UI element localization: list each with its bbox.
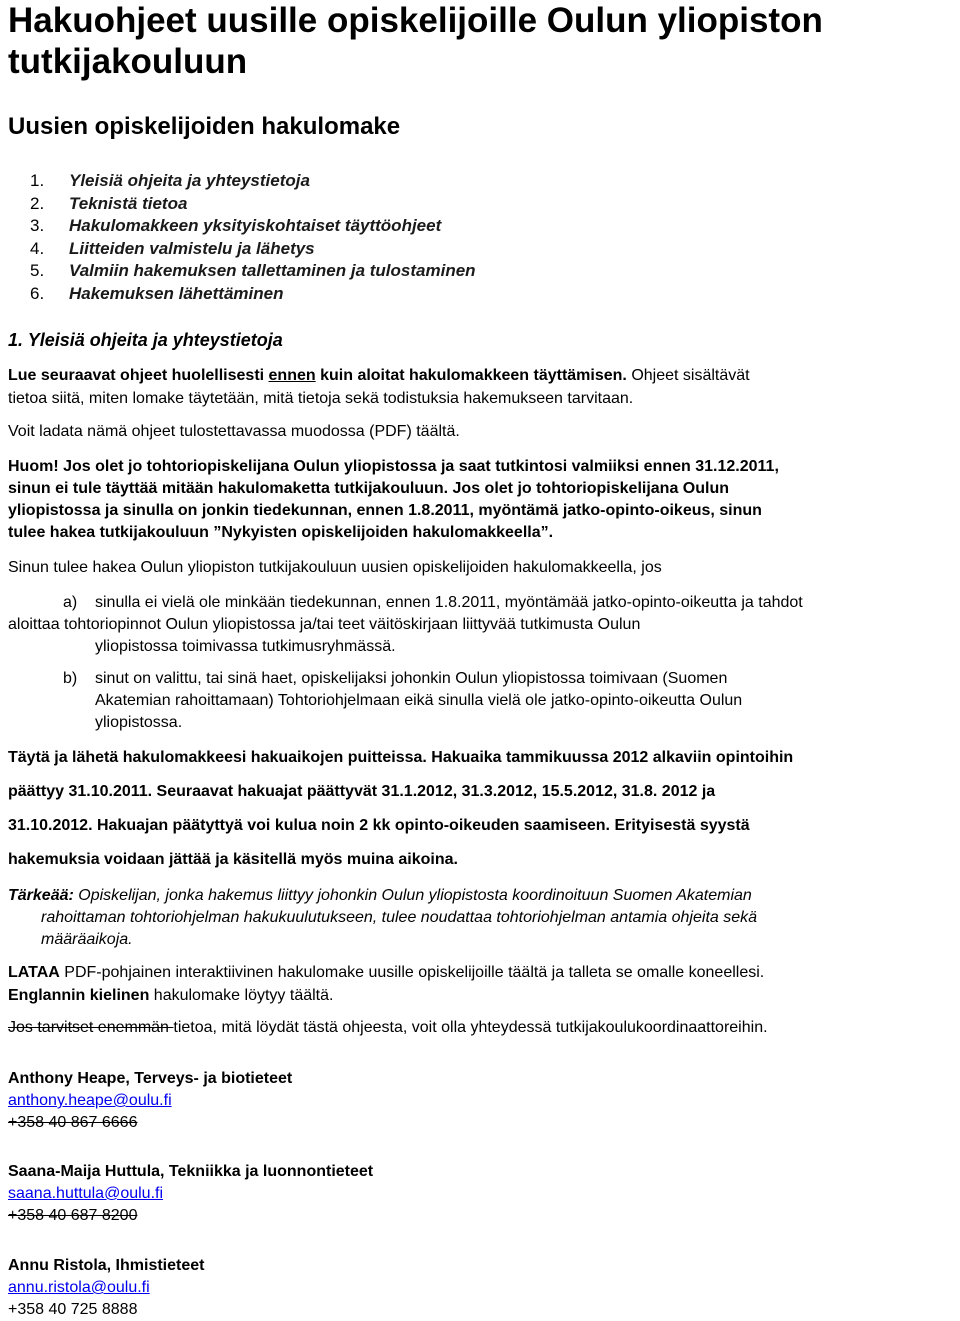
contact-phone: +358 40 687 8200 (8, 1207, 138, 1224)
contact-name: Annu Ristola, Ihmistieteet (8, 1257, 205, 1274)
download-lead: LATAA (8, 964, 60, 981)
contact-card (8, 1068, 292, 1134)
condition-b (8, 668, 958, 734)
intro-bold: Lue seuraavat ohjeet huolellisesti (8, 367, 269, 384)
toc-number: 3. (30, 216, 45, 235)
important-text: Opiskelijan, jonka hakemus liittyy johonkin Oulun yliopistosta koordinoituun Suomen Akatemian (73, 887, 752, 904)
toc-item[interactable] (0, 170, 700, 193)
huom-line-3: yliopistossa ja sinulla on jonkin tiedekunnan, ennen 1.8.2011, myöntämä jatko-opinto-oikeus, sinun (8, 502, 762, 519)
condition-text: Akatemian rahoittamaan) Tohtoriohjelmaan eikä sinulla vielä ole jatko-opinto-oikeutta Oulun (95, 692, 743, 709)
huom-text: Jos olet jo tohtoriopiskelijana Oulun yliopistossa ja saat tutkintosi valmiiksi ennen 31.12.2011, (58, 458, 779, 475)
condition-text: yliopistossa toimivassa tutkimusryhmässä. (95, 638, 396, 655)
important-line-1 (8, 885, 752, 907)
contact-email-link[interactable]: annu.ristola@oulu.fi (8, 1279, 150, 1296)
toc-item[interactable] (0, 193, 700, 216)
contact-name: Saana-Maija Huttula, Tekniikka ja luonnontieteet (8, 1163, 374, 1180)
contact-card (8, 1161, 373, 1227)
download-line-2 (8, 985, 333, 1007)
english-form-text: hakulomake löytyy täältä. (149, 987, 334, 1004)
pdf-download-note: Voit ladata nämä ohjeet tulostettavassa muodossa (PDF) täältä. (8, 423, 460, 440)
toc-number: 5. (30, 261, 45, 280)
toc-item[interactable] (0, 215, 700, 238)
contact-name: Anthony Heape, Terveys- ja biotieteet (8, 1070, 293, 1087)
huom-lead: Huom! (8, 458, 59, 475)
huom-line-2: sinun ei tule täyttää mitään hakulomaketta tutkijakouluun. Jos olet jo tohtoriopiskelijana Oulun (8, 480, 729, 497)
english-form-lead: Englannin kielinen (8, 987, 150, 1004)
contact-email-link[interactable]: anthony.heape@oulu.fi (8, 1092, 172, 1109)
download-line-1 (8, 962, 764, 984)
condition-text: sinut on valittu, tai sinä haet, opiskelijaksi johonkin Oulun yliopistossa toimivaan (Suomen (95, 670, 728, 687)
toc-link[interactable]: Hakulomakkeen yksityiskohtaiset täyttöohjeet (69, 216, 442, 235)
toc-number: 2. (30, 193, 45, 213)
intro-bold: kuin aloitat hakulomakkeen täyttämisen. (315, 367, 627, 384)
contact-card (8, 1255, 204, 1321)
intro-line-1 (8, 365, 750, 387)
deadline-line-4: hakemuksia voidaan jättää ja käsitellä myös muina aikoina. (8, 851, 458, 868)
important-line-2: rahoittaman tohtoriohjelman hakukuulutukseen, tulee noudattaa tohtoriohjelman antamia ohjeita sekä (41, 909, 758, 926)
table-of-contents (0, 170, 700, 305)
huom-line-4: tulee hakea tutkijakouluun ”Nykyisten opiskelijoiden hakulomakkeella”. (8, 524, 554, 541)
intro-line-2: tietoa siitä, miten lomake täytetään, mitä tietoja sekä todistuksia hakemukseen tarvitaan. (8, 390, 634, 407)
condition-text: yliopistossa. (95, 714, 183, 731)
download-text: PDF-pohjainen interaktiivinen hakulomake uusille opiskelijoille täältä ja talleta se omalle koneellesi. (59, 964, 765, 981)
deadline-line-2: päättyy 31.10.2011. Seuraavat hakuajat päättyvät 31.1.2012, 31.3.2012, 15.5.2012, 31.8. 2012 ja (8, 783, 716, 800)
toc-number: 4. (30, 238, 45, 258)
deadline-line-1: Täytä ja lähetä hakulomakkeesi hakuaikojen puitteissa. Hakuaika tammikuussa 2012 alkaviin opintoihin (8, 749, 794, 766)
deadline-line-3: 31.10.2012. Hakuajan päätyttyä voi kulua noin 2 kk opinto-oikeuden saamiseen. Erityisestä syystä (8, 817, 750, 834)
condition-label: b) (63, 670, 78, 687)
important-line-3: määräaikoja. (41, 931, 133, 948)
contact-intro (8, 1017, 768, 1039)
contact-email-link[interactable]: saana.huttula@oulu.fi (8, 1185, 164, 1202)
toc-item[interactable] (0, 260, 700, 283)
apply-if-text: Sinun tulee hakea Oulun yliopiston tutkijakouluun uusien opiskelijoiden hakulomakkeella, jos (8, 559, 662, 576)
intro-underlined: ennen (268, 367, 316, 384)
contact-phone: +358 40 867 6666 (8, 1114, 138, 1131)
toc-item[interactable] (0, 283, 700, 306)
contact-intro-text: tietoa, mitä löydät tästä ohjeesta, voit olla yhteydessä tutkijakoulukoordinaattoreihin. (173, 1019, 768, 1036)
toc-link[interactable]: Yleisiä ohjeita ja yhteystietoja (69, 171, 310, 190)
toc-number: 1. (30, 171, 45, 190)
toc-link[interactable]: Teknistä tietoa (69, 193, 188, 213)
toc-link[interactable]: Valmiin hakemuksen tallettaminen ja tulostaminen (69, 261, 476, 280)
toc-item[interactable] (0, 238, 700, 261)
important-label: Tärkeää: (8, 887, 74, 904)
condition-text: aloittaa tohtoriopinnot Oulun yliopistossa ja/tai teet väitöskirjaan liittyvää tutkimusta Oulun (8, 616, 641, 633)
contact-intro-struck: Jos tarvitset enemmän (8, 1019, 174, 1036)
toc-link[interactable]: Hakemuksen lähettäminen (69, 283, 284, 303)
condition-text: sinulla ei vielä ole minkään tiedekunnan, ennen 1.8.2011, myöntämää jatko-opinto-oikeutta ja tahdot (95, 594, 803, 611)
form-subtitle: Uusien opiskelijoiden hakulomake (8, 113, 401, 140)
contact-phone: +358 40 725 8888 (8, 1301, 138, 1318)
condition-a (8, 592, 958, 658)
condition-label: a) (63, 594, 78, 611)
huom-line-1 (8, 456, 779, 478)
section-heading: 1. Yleisiä ohjeita ja yhteystietoja (8, 330, 283, 350)
toc-number: 6. (30, 283, 45, 303)
intro-text: Ohjeet sisältävät (626, 367, 750, 384)
page-title-line-1: Hakuohjeet uusille opiskelijoille Oulun yliopiston (8, 1, 823, 40)
page-title-line-2: tutkijakouluun (8, 42, 248, 81)
toc-link[interactable]: Liitteiden valmistelu ja lähetys (69, 238, 315, 258)
